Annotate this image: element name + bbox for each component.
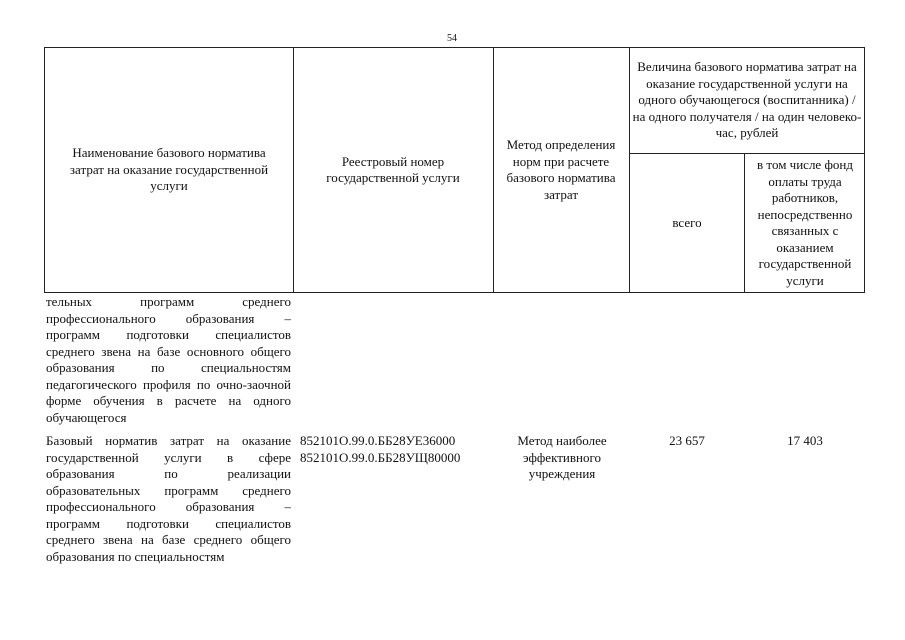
- header-method: Метод определения норм при расчете базового норматива затрат: [506, 137, 616, 202]
- header-right-border: [864, 47, 865, 293]
- header-divider-3: [629, 47, 630, 293]
- registry-number: 852101О.99.0.ББ28УЩ80000: [300, 450, 461, 465]
- header-bottom-border: [44, 292, 865, 293]
- method-cell: Метод наиболее эффективного учреждения: [517, 433, 607, 481]
- header-divider-1: [293, 47, 294, 293]
- header-wage-fund: в том числе фонд оплаты труда работников, непосредственно связанных с оказанием государственной услуги: [757, 157, 853, 288]
- header-divider-2: [493, 47, 494, 293]
- header-divider-4: [744, 153, 745, 293]
- total-value: 23 657: [669, 433, 705, 448]
- registry-number: 852101О.99.0.ББ28УЕ36000: [300, 433, 456, 448]
- row-name: Базовый норматив затрат на оказание государственной услуги в сфере образования по реализации образовательных программ среднего профессионального образования – программ подготовки специалистов среднего звена на базе среднего общего образования по специальностям: [46, 433, 291, 564]
- header-registry: Реестровый номер государственной услуги: [326, 153, 460, 185]
- wage-fund-value: 17 403: [787, 433, 823, 448]
- header-name: Наименование базового норматива затрат на оказание государственной услуги: [69, 145, 269, 194]
- header-total: всего: [672, 214, 702, 230]
- page-number: 54: [447, 33, 457, 44]
- header-value-group: Величина базового норматива затрат на оказание государственной услуги на одного обучающегося (воспитанника) / на одного получателя / на один человеко-час, рублей: [632, 59, 862, 141]
- header-left-border: [44, 47, 45, 293]
- row-continuation-name: тельных программ среднего профессионального образования – программ подготовки специалистов среднего звена на базе основного общего образования по специальностям педагогического профиля по очно-заочной форме обучения в расчете на одного обучающегося: [46, 294, 291, 425]
